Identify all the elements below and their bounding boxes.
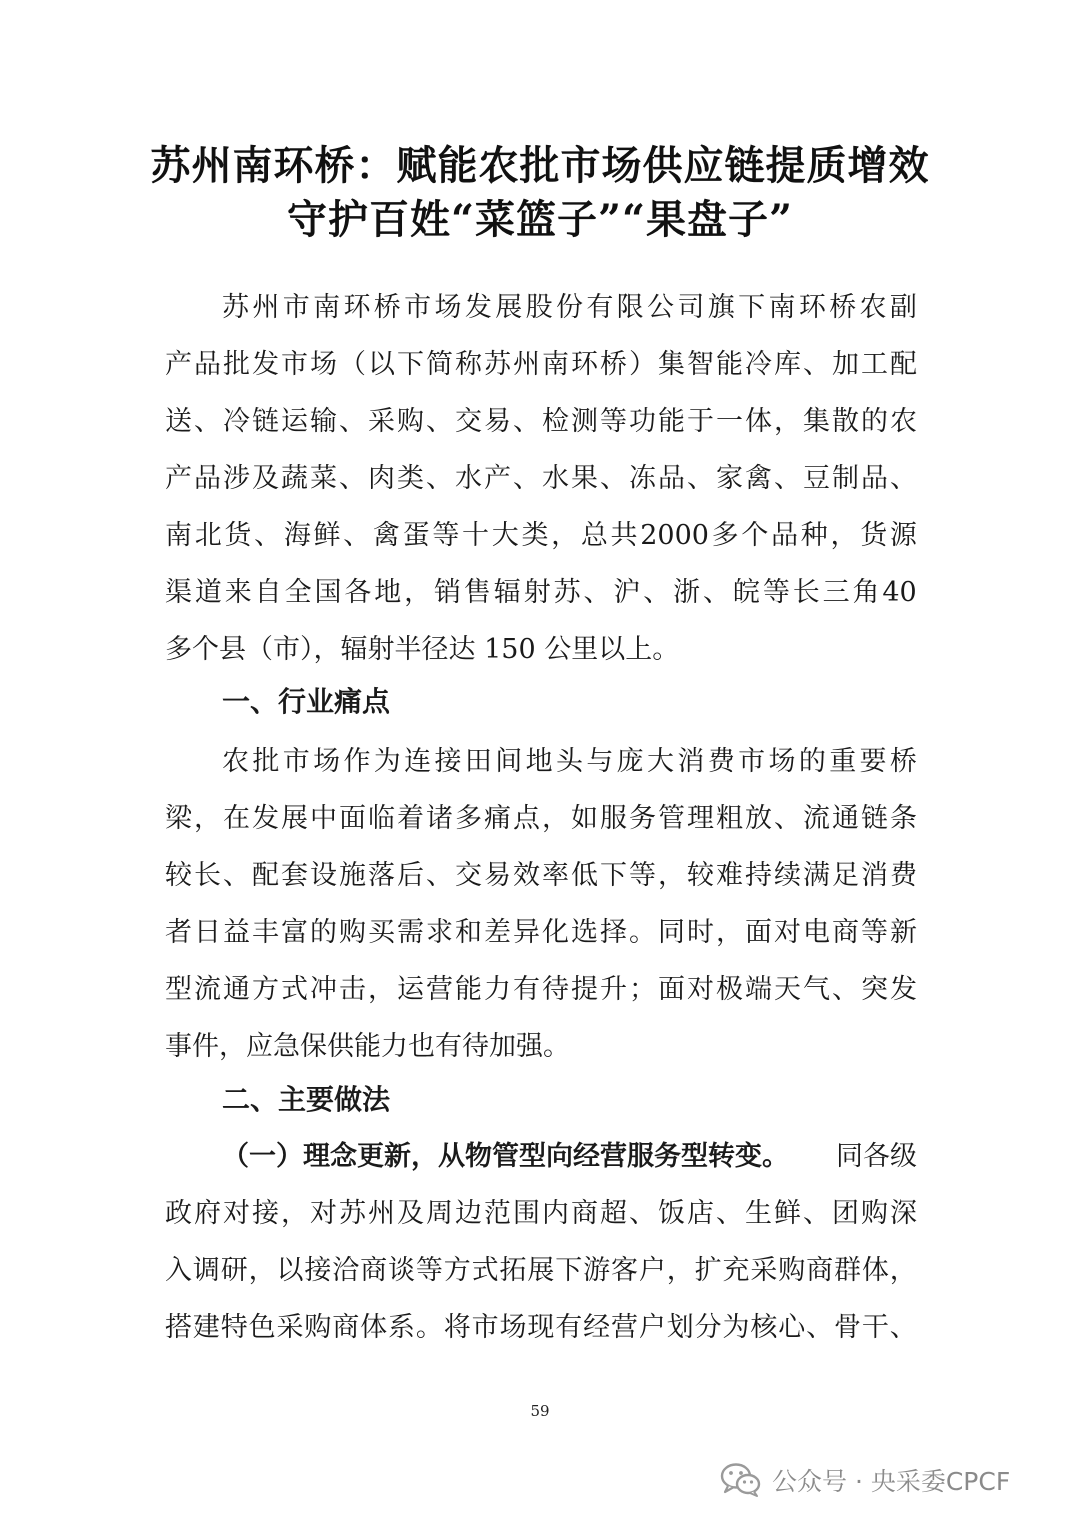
text-line: 政 府 对 接 ， 对 苏 州 及 周 边 范 围 内 商 超 、 饭 店 、 生 鲜 、 团 购 深 <box>165 1198 917 1229</box>
text-line: 产 品 涉 及 蔬 菜 、 肉 类 、 水 产 、 水 果 、 冻 品 、 家 禽 、 豆 制 品 、 <box>165 463 917 494</box>
title-line-1: 苏州南环桥：赋能农批市场供应链提质增效 <box>150 142 930 189</box>
section-heading-main-practices: 二、主要做法 <box>222 1083 391 1116</box>
text-line: 多个县（市），辐射半径达 150 公里以上。 <box>165 634 680 665</box>
text-line: 梁 ， 在 发 展 中 面 临 着 诸 多 痛 点 ， 如 服 务 管 理 粗 放 、 流 通 链 条 <box>165 803 917 834</box>
subheading-tail-text: 同各级 <box>836 1141 917 1172</box>
text-line: 较 长 、 配 套 设 施 落 后 、 交 易 效 率 低 下 等 ， 较 难 持 续 满 足 消 费 <box>165 860 917 891</box>
watermark-text: 公众号 · 央采委CPCF <box>772 1467 1011 1496</box>
text-line: 事件，应急保供能力也有待加强。 <box>165 1031 570 1062</box>
text-line: 苏 州 市 南 环 桥 市 场 发 展 股 份 有 限 公 司 旗 下 南 环 桥 农 副 <box>222 292 917 323</box>
text-line-subheading <box>222 1137 917 1177</box>
page-number: 59 <box>530 1402 550 1420</box>
text-line: 入 调 研 ， 以 接 洽 商 谈 等 方 式 拓 展 下 游 客 户 ， 扩 充 采 购 商 群 体 ， <box>165 1255 917 1286</box>
text-line: 者 日 益 丰 富 的 购 买 需 求 和 差 异 化 选 择 。 同 时 ， 面 对 电 商 等 新 <box>165 917 917 948</box>
watermark <box>720 1455 1010 1505</box>
text-line: 南 北 货 、 海 鲜 、 禽 蛋 等 十 大 类 ， 总 共 2000 多 个 品 种 ， 货 源 <box>165 520 917 551</box>
text-line: 农 批 市 场 作 为 连 接 田 间 地 头 与 庞 大 消 费 市 场 的 重 要 桥 <box>222 746 917 777</box>
text-line: 型 流 通 方 式 冲 击 ， 运 营 能 力 有 待 提 升 ； 面 对 极 端 天 气 、 突 发 <box>165 974 917 1005</box>
subheading-bold-text: （一）理念更新，从物管型向经营服务型转变。 <box>222 1141 789 1172</box>
section-heading-pain-points: 一、行业痛点 <box>222 685 391 718</box>
title-line-2: 守护百姓“菜篮子”“果盘子” <box>286 196 794 243</box>
text-line: 送 、 冷 链 运 输 、 采 购 、 交 易 、 检 测 等 功 能 于 一 体 ， 集 散 的 农 <box>165 406 917 437</box>
text-line: 搭 建 特 色 采 购 商 体 系 。 将 市 场 现 有 经 营 户 划 分 为 核 心 、 骨 干 、 <box>165 1312 917 1343</box>
text-line: 产 品 批 发 市 场 （ 以 下 简 称 苏 州 南 环 桥 ） 集 智 能 冷 库 、 加 工 配 <box>165 349 917 380</box>
wechat-icon <box>720 1462 762 1498</box>
text-line: 渠 道 来 自 全 国 各 地 ， 销 售 辐 射 苏 、 沪 、 浙 、 皖 等 长 三 角 40 <box>165 577 917 608</box>
